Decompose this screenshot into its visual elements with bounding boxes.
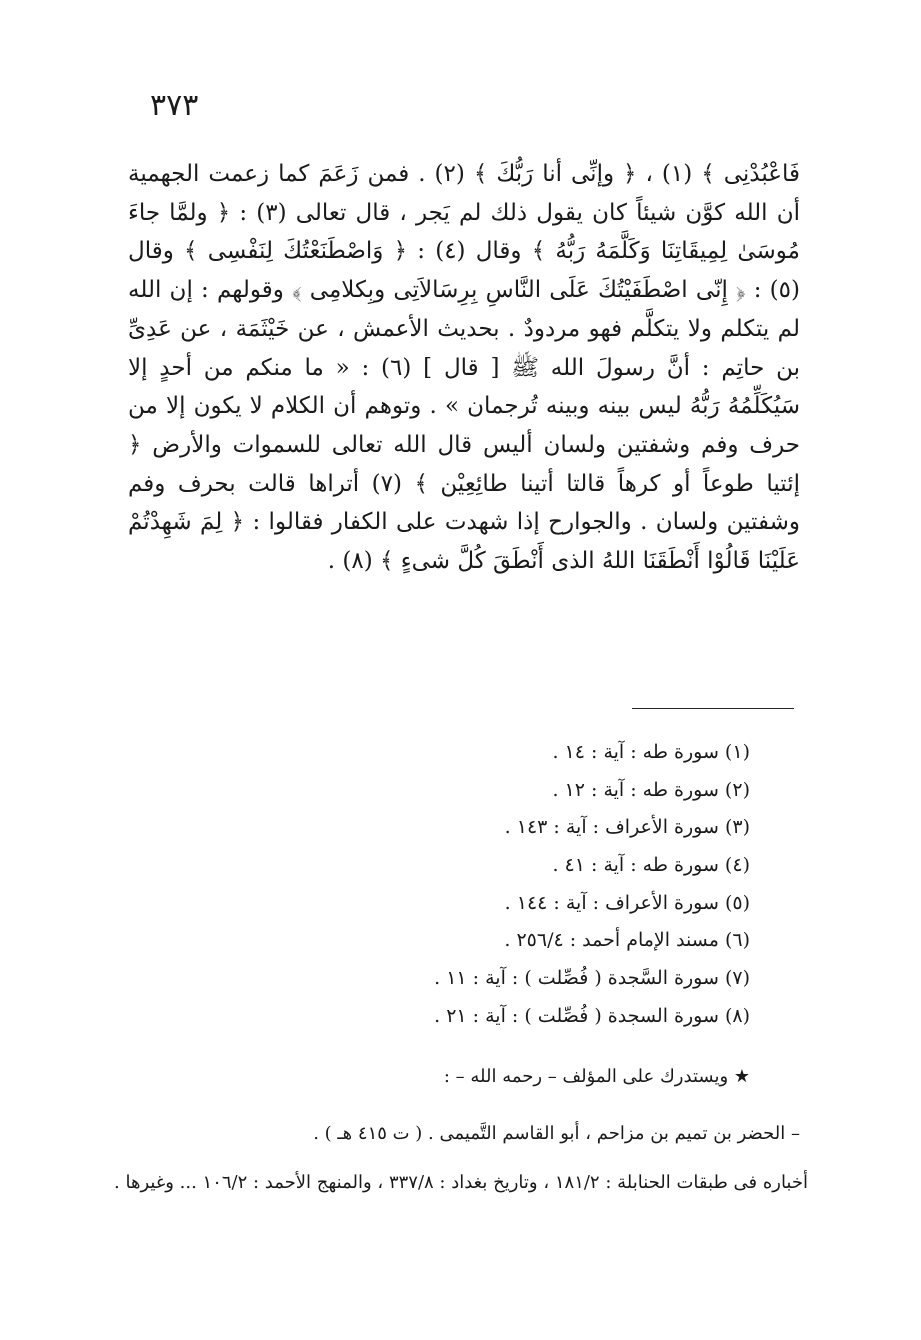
addendum-sources: أخباره فى طبقات الحنابلة : ١٨١/٢ ، وتاريخ بغداد : ٣٣٧/٨ ، والمنهج الأحمد : ١٠٦/٢ ... وغيرها . (114, 1172, 808, 1193)
main-text-line: أن الله كوَّن شيئاً كان يقول ذلك لم يَجر ، قال تعالى (٣) : ﴿ ولمَّا جاءَ (128, 199, 801, 226)
addendum-entry: – الحضر بن تميم بن مزاحم ، أبو القاسم التَّميمى . ( ت ٤١٥ هـ ) . (313, 1123, 800, 1144)
footnote-6: (٦) مسند الإمام أحمد : ٢٥٦/٤ . (504, 929, 750, 952)
main-text-line: إن الله لم يتكلم ولا يتكلَّم فهو مردودٌ . بحديث الأعمش ، عن خَيْثَمَة ، (128, 277, 800, 342)
footnotes-list (128, 734, 750, 1036)
main-text-line: وشفتين ولسان . والجوارح إذا شهدت على الكفار فقالوا : ﴿ لِمَ شَهِدْتُمْ (128, 509, 800, 536)
main-text-line: عن عَدِىِّ بن حاتِم : أنَّ رسولَ الله ﷺ [ قال ] (٦) : « ما منكم من (128, 315, 801, 381)
footnote-3: (٣) سورة الأعراف : آية : ١٤٣ . (504, 816, 750, 839)
page-number: ٣٧٣ (150, 88, 199, 123)
main-text-paragraph (128, 155, 800, 581)
footnote-8: (٨) سورة السجدة ( فُصِّلت ) : آية : ٢١ . (434, 1004, 750, 1027)
main-text-line: ﴿ إئتيا طوعاً أو كرهاً قالتا أتينا طائِعِيْن ﴾ (٧) أتراها قالت بحرف وفم (128, 431, 800, 497)
footnote-separator (632, 708, 794, 709)
main-text-line: وقال (٥) : ﴿ إِنّى اصْطَفَيْتُكَ عَلَى النَّاسِ بِرِسَالاَتِى وبِكلامِى ﴾ وقولهم : (128, 238, 800, 304)
footnote-2: (٢) سورة طه : آية : ١٢ . (552, 778, 750, 801)
main-text-line: إلا من حرف وفم وشفتين ولسان أليس قال الله تعالى للسموات والأرض (128, 393, 800, 458)
footnote-4: (٤) سورة طه : آية : ٤١ . (552, 854, 750, 877)
main-text-line: أحدٍ إلا سَيُكَلِّمُهُ رَبُّهُ ليس بينه وبينه تُرجمان » . وتوهم أن الكلام لا يكون (128, 354, 800, 420)
main-text-line: فَاعْبُدْنِى ﴾ (١) ، ﴿ وإنِّى أنا رَبُّكَ ﴾ (٢) . فمن زَعَمَ كما زعمت الجهمية (128, 161, 801, 187)
main-text (128, 155, 800, 581)
main-text-line: عَلَيْنَا قَالُوْا أَنْطَقَنَا اللهُ الذى أَنْطَقَ كُلَّ شىءٍ ﴾ (٨) . (327, 548, 800, 575)
footnote-7: (٧) سورة السَّجدة ( فُصِّلت ) : آية : ١١ . (434, 967, 750, 990)
footnote-1: (١) سورة طه : آية : ١٤ . (552, 741, 750, 763)
footnote-5: (٥) سورة الأعراف : آية : ١٤٤ . (504, 891, 750, 914)
addendum-note: ★ ويستدرك على المؤلف – رحمه الله – : (443, 1066, 750, 1087)
main-text-line: مُوسَىٰ لِمِيقَاتِنَا وَكَلَّمَهُ رَبُّهُ ﴾ وقال (٤) : ﴿ وَاصْطَنَعْتُكَ لِنَفْسِى ﴾ (173, 238, 800, 265)
